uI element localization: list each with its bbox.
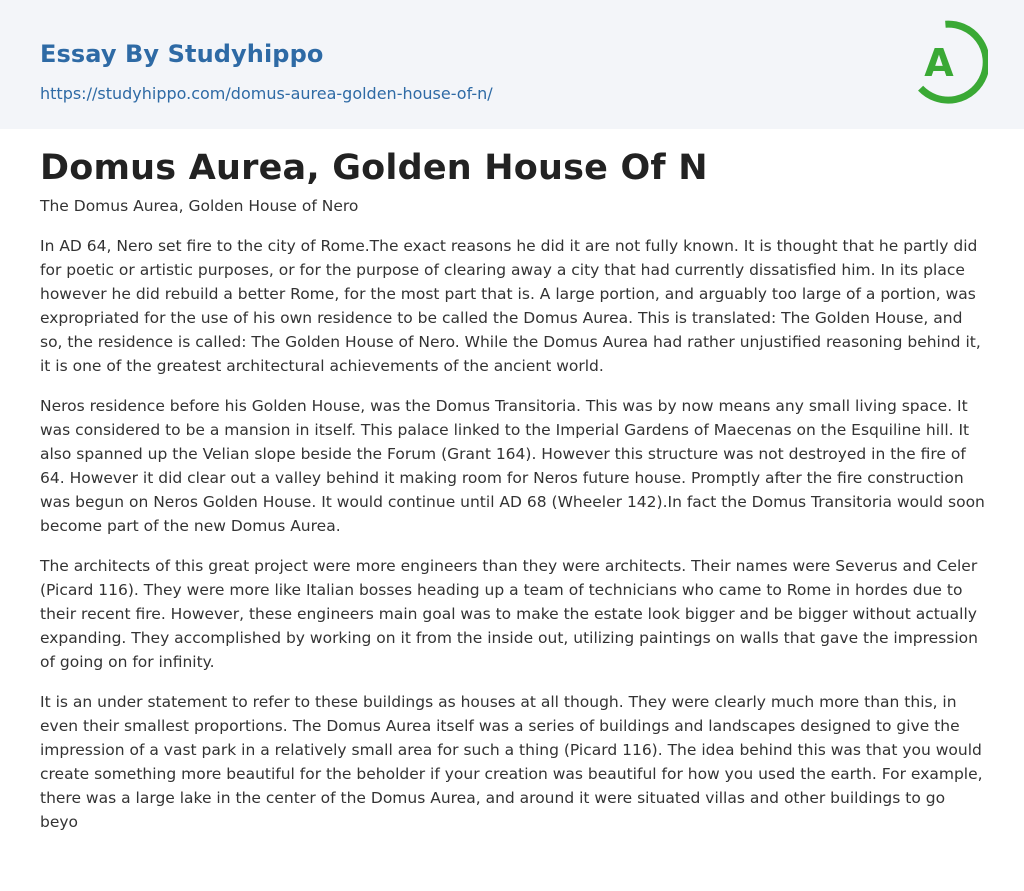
- site-brand[interactable]: Essay By Studyhippo: [40, 40, 324, 68]
- paragraph-1: In AD 64, Nero set fire to the city of Rome.The exact reasons he did it are not fully known. It is thought that he partly did for poetic or artistic purposes, or for the purpose of clearing away a city that had currently dissatisfied him. In its place however he did rebuild a better Rome, for the most part that is. A large portion, and arguably too large of a portion, was expropriated for the use of his own residence to be called the Domus Aurea. This is translated: The Golden House, and so, the residence is called: The Golden House of Nero. While the Domus Aurea had rather unjustified reasoning behind it, it is one of the greatest architectural achievements of the ancient world.: [40, 237, 981, 375]
- paragraph-4: It is an under statement to refer to these buildings as houses at all though. They were clearly much more than this, in even their smallest proportions. The Domus Aurea itself was a series of buildings and landscapes designed to give the impression of a vast park in a relatively small area for such a thing (Picard 116). The idea behind this was that you would create something more beautiful for the beholder if your creation was beautiful for how you used the earth. For example, there was a large lake in the center of the Domus Aurea, and around it were situated villas and other buildings to go beyo: [40, 693, 983, 831]
- article: [40, 144, 985, 834]
- article-title: Domus Aurea, Golden House Of N: [40, 148, 708, 188]
- page-url-link[interactable]: https://studyhippo.com/domus-aurea-golden-house-of-n/: [40, 84, 493, 103]
- studyhippo-logo-icon[interactable]: [912, 18, 988, 106]
- logo-letter: A: [924, 41, 954, 85]
- article-subtitle: The Domus Aurea, Golden House of Nero: [40, 197, 359, 215]
- paragraph-2: Neros residence before his Golden House, was the Domus Transitoria. This was by now means any small living space. It was considered to be a mansion in itself. This palace linked to the Imperial Gardens of Maecenas on the Esquiline hill. It also spanned up the Velian slope beside the Forum (Grant 164). However this structure was not destroyed in the fire of 64. However it did clear out a valley behind it making room for Neros future house. Promptly after the fire construction was begun on Neros Golden House. It would continue until AD 68 (Wheeler 142).In fact the Domus Transitoria would soon become part of the new Domus Aurea.: [40, 397, 985, 535]
- paragraph-3: The architects of this great project were more engineers than they were architects. Their names were Severus and Celer (Picard 116). They were more like Italian bosses heading up a team of technicians who came to Rome in hordes due to their recent fire. However, these engineers main goal was to make the estate look bigger and be bigger without actually expanding. They accomplished by working on it from the inside out, utilizing paintings on walls that gave the impression of going on for infinity.: [40, 557, 978, 671]
- site-header: [0, 0, 1024, 129]
